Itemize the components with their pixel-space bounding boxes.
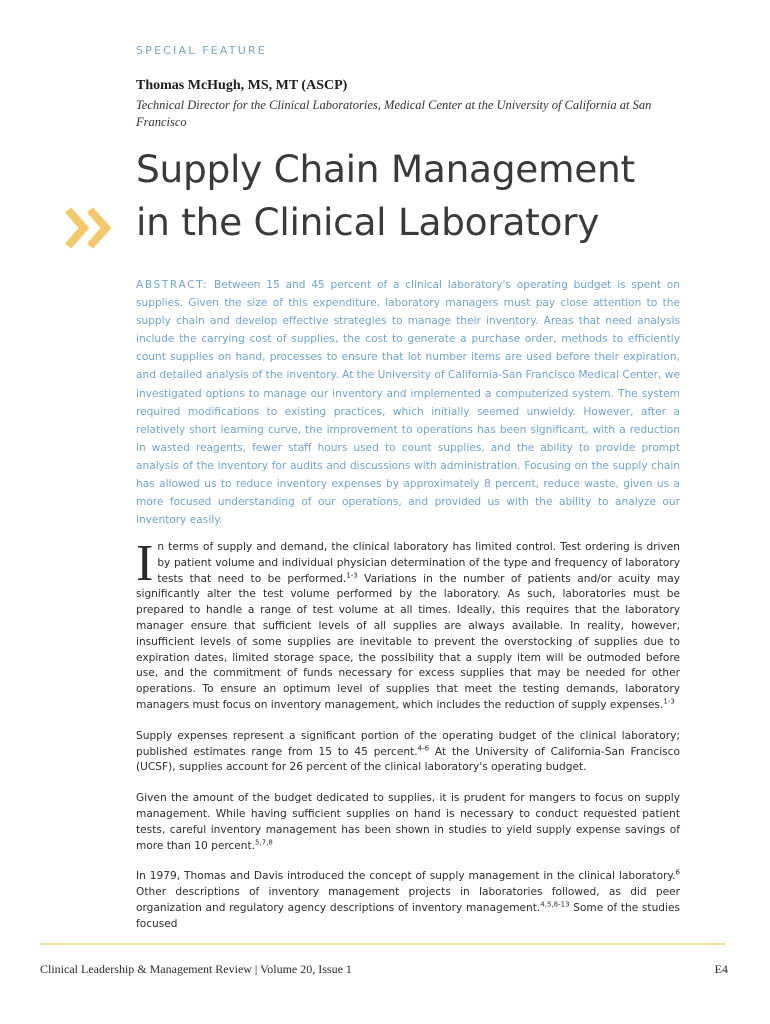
title-line-2: in the Clinical Laboratory <box>136 200 600 244</box>
citation: 1-3 <box>346 571 358 580</box>
drop-cap: I <box>136 535 154 592</box>
body-paragraph-1: In terms of supply and demand, the clinical laboratory has limited control. Test ordering is driven by patient volume and individual physician determination of the type and frequency of laboratory tests that need to be performed.$^{1-3}$ Variations in the number of patients and/or acuity may significantly alter the test volume performed by the laboratory. As such, laboratories must be prepared to handle a range of test volume at all times. Ideally, this requires that the laboratory manager ensure that sufficient levels of all supplies are always available. In reality, however, insufficient levels of some supplies are inevitable to prevent the overstocking of supplies due to expiration dates, limited storage space, the possibility that a supply item will be outmoded before use, and the commitment of funds necessary for excess supplies that may be needed for other operations. To ensure an optimum level of supplies that meet the testing demands, laboratory managers must focus on inventory management, which includes the reduction of supply expenses.$^{1-3}$ <box>136 535 680 711</box>
article-title <box>136 143 736 249</box>
footer-divider <box>40 943 726 945</box>
body-paragraph-2: Supply expenses represent a significant portion of the operating budget of the clinical laboratory; published estimates range from 15 to 45 percent.$^{4-6}$ At the University of California-San Francisco (UCSF), supplies account for 26 percent of the clinical laboratory's operating budget. <box>136 729 680 774</box>
citation: 1-3 <box>663 697 675 706</box>
journal-citation: Clinical Leadership & Management Review | Volume 20, Issue 1 <box>40 962 352 976</box>
author-name: Thomas McHugh, MS, MT (ASCP) <box>136 78 348 93</box>
section-kicker: SPECIAL FEATURE <box>136 44 267 57</box>
article-body <box>136 535 680 948</box>
citation: 5,7,8 <box>255 838 273 847</box>
page-number: E4 <box>714 962 728 976</box>
abstract-text: Between 15 and 45 percent of a clinical laboratory's operating budget is spent on supplies. Given the size of this expenditure, laboratory managers must pay close attention to the supply chain and develop effective strategies to manage their inventory. Areas that need analysis include the carrying cost of supplies, the cost to generate a purchase order, methods to efficiently count supplies on hand, processes to ensure that lot number items are used before their expiration, and detailed analysis of the inventory. At the University of California-San Francisco Medical Center, we investigated options to manage our inventory and implemented a computerized system. The system required modifications to existing practices, which initially seemed unwieldy. However, after a relatively short learning curve, the improvement to operations has been significant, with a reduction in wasted reagents, fewer staff hours used to count supplies, and the ability to provide prompt analysis of the inventory for audits and discussions with administration. Focusing on the supply chain has allowed us to reduce inventory expenses by approximately 8 percent, reduce waste, given us a more focused understanding of our operations, and provided us with the ability to analyze our inventory easily. <box>136 279 680 527</box>
citation: 6 <box>675 868 680 877</box>
abstract <box>136 276 680 529</box>
double-chevron-icon <box>62 206 118 250</box>
title-line-1: Supply Chain Management <box>136 147 635 191</box>
author-affiliation: Technical Director for the Clinical Laboratories, Medical Center at the University of California at San Francisco <box>136 98 652 129</box>
body-paragraph-4: In 1979, Thomas and Davis introduced the concept of supply management in the clinical laboratory.$^6$ Other descriptions of inventory management projects in laboratories followed, as did peer organization and regulatory agency descriptions of inventory management.$^{4,5,8-13}$ Some of the studies focused <box>136 868 680 930</box>
citation: 4,5,8-13 <box>540 900 570 909</box>
body-paragraph-3: Given the amount of the budget dedicated to supplies, it is prudent for mangers to focus on supply management. While having sufficient supplies on hand is necessary to conduct requested patient tests, careful inventory management has been shown in studies to yield supply expense savings of more than 10 percent.$^{5,7,8}$ <box>136 792 680 852</box>
abstract-label: ABSTRACT: <box>136 279 209 291</box>
citation: 4-6 <box>417 744 430 753</box>
